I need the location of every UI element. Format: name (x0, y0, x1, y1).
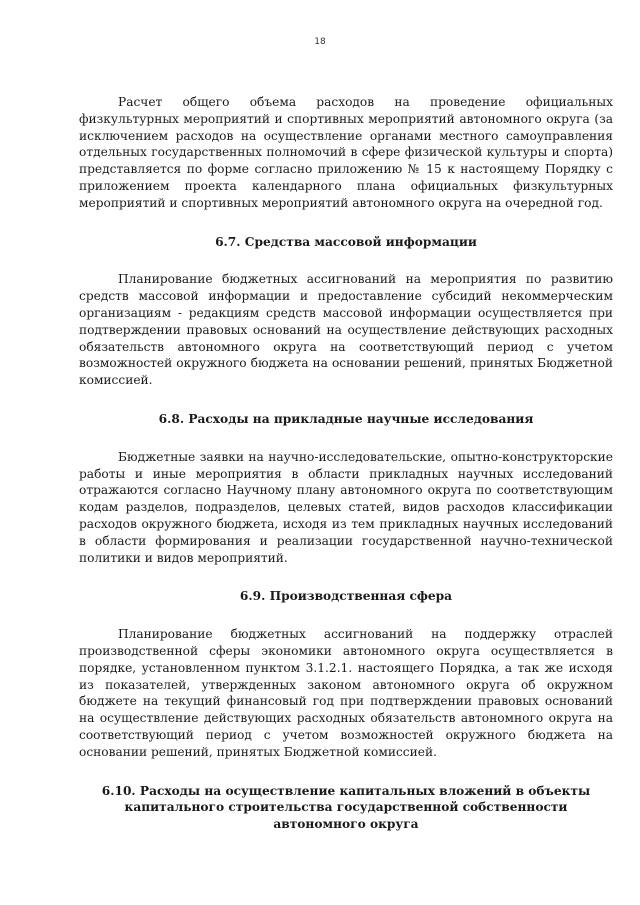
section-paragraph-6-8: Бюджетные заявки на научно-исследовательские, опытно-конструкторские работы и иные мероприятия в области прикладных научных исследований отражаются согласно Научному плану автономного округа по соответствующим кодам разделов, подразделов, целевых статей, видов расходов классификации расходов окружного бюджета, исходя из тем прикладных научных исследований в области формирования и реализации государственной научно-технической политики и видов мероприятий. (79, 449, 613, 565)
page-number: 18 (314, 37, 326, 47)
section-heading-6-10: 6.10. Расходы на осуществление капитальных вложений в объекты капитального строительства государственной собственности автономного округа (101, 783, 591, 832)
document-body (79, 94, 613, 833)
section-heading-6-8: 6.8. Расходы на прикладные научные исследования (158, 411, 534, 426)
section-heading-6-9: 6.9. Производственная сфера (239, 589, 453, 604)
section-paragraph-6-7: Планирование бюджетных ассигнований на мероприятия по развитию средств массовой информации и предоставление субсидий некоммерческим организациям - редакциям средств массовой информации осуществляется при подтверждении правовых оснований на осуществление действующих расходных обязательств автономного округа на соответствующий период с учетом возможностей окружного бюджета на основании решений, принятых Бюджетной комиссией. (79, 272, 613, 388)
section-heading-6-7: 6.7. Средства массовой информации (215, 234, 477, 249)
intro-paragraph: Расчет общего объема расходов на проведение официальных физкультурных мероприятий и спортивных мероприятий автономного округа (за исключением расходов на осуществление органами местного самоуправления отдельных государственных полномочий в сфере физической культуры и спорта) представляется по форме согласно приложению № 15 к настоящему Порядку с приложением проекта календарного плана официальных физкультурных мероприятий и спортивных мероприятий автономного округа на очередной год. (79, 95, 613, 210)
section-paragraph-6-9: Планирование бюджетных ассигнований на поддержку отраслей производственной сферы экономики автономного округа осуществляется в порядке, установленном пунктом 3.1.2.1. настоящего Порядка, а так же исходя из показателей, утвержденных законом автономного округа об окружном бюджете на текущий финансовый год при подтверждении правовых оснований на осуществление действующих расходных обязательств автономного округа на соответствующий период с учетом возможностей окружного бюджета на основании решений, принятых Бюджетной комиссией. (79, 627, 613, 759)
